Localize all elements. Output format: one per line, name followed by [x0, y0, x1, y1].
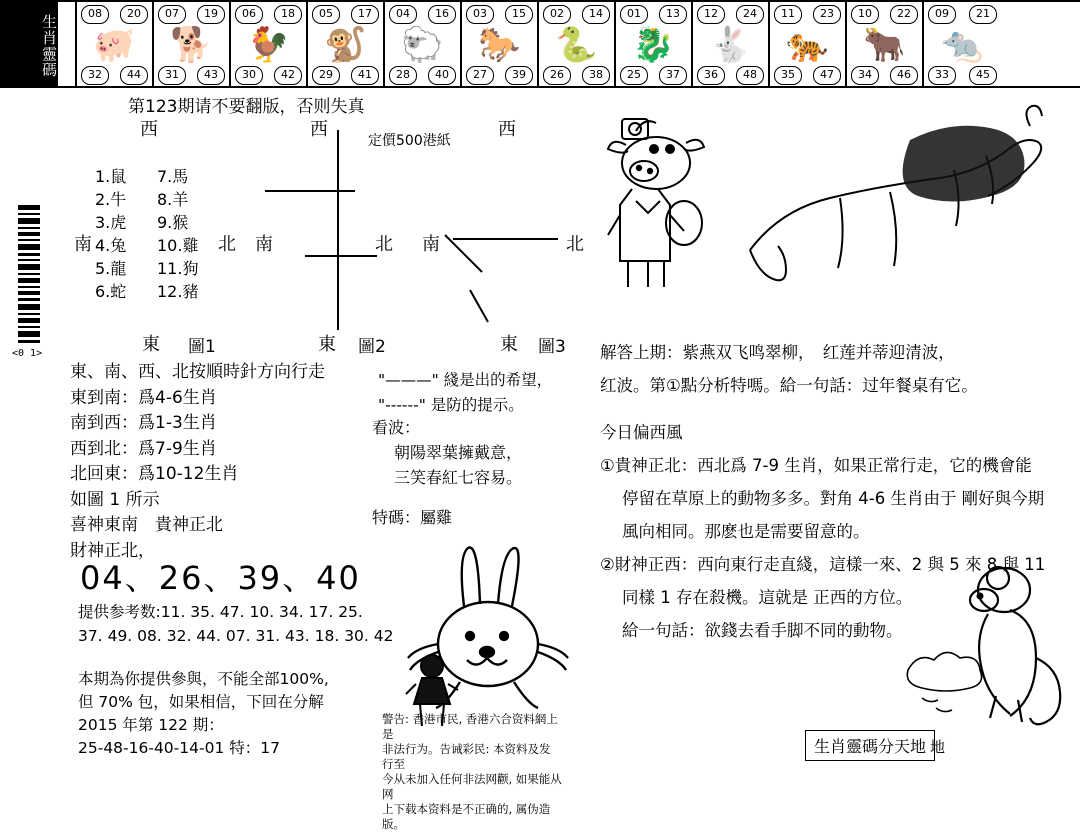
zodiac-num-bottom-right: 48: [736, 66, 764, 85]
zodiac-cell: [616, 2, 693, 88]
legend-solid: "———" 綫是出的希望，: [378, 371, 553, 389]
zodiac-num-bottom-right: 43: [197, 66, 225, 85]
fig2-south-label: 南: [255, 234, 273, 255]
barcode-label: <0 1>: [12, 348, 43, 359]
zodiac-num-top-left: 10: [851, 5, 879, 24]
zodiac-num-top-left: 12: [697, 5, 725, 24]
reference-values-1: 11. 35. 47. 10. 34. 17. 25.: [160, 603, 363, 621]
zodiac-num-bottom-right: 37: [659, 66, 687, 85]
dog-icon: 🐕: [170, 25, 213, 65]
wave-section: [372, 415, 522, 490]
zodiac-name-list: [95, 165, 235, 303]
answer-text-2: 红波。第①點分析特嗎。給一句話：过年餐桌有它。: [600, 376, 978, 395]
wave-title: 看波：: [372, 418, 421, 437]
fig2-east-label: 東: [318, 334, 336, 355]
line-legend: [378, 368, 552, 418]
wave-line-2: 三笑春紅七容易。: [394, 468, 523, 487]
zodiac-right: 8.羊: [157, 190, 189, 209]
wave-line-1: 朝陽翠葉擁戴意，: [394, 443, 523, 462]
zodiac-right: 12.豬: [157, 282, 199, 301]
zodiac-num-bottom-left: 36: [697, 66, 725, 85]
list-item: [95, 257, 235, 280]
answer-line: [600, 338, 1070, 367]
warning-line: 警告: 香港市民, 香港六合资料網上是: [382, 712, 558, 741]
point-1-line1: 西北爲 7-9 生肖，如果正常行走，它的機會能: [697, 456, 1032, 475]
rooster-icon: 🐓: [247, 25, 290, 65]
point-2-line2: 同樣 1 存在殺機。這就是 正西的方位。: [622, 588, 913, 607]
previous-result: 25-48-16-40-14-01 特：17: [78, 739, 280, 757]
zodiac-num-bottom-left: 29: [312, 66, 340, 85]
zodiac-num-top-left: 05: [312, 5, 340, 24]
point-1: [600, 451, 1070, 480]
legend-dashed: "------" 是防的提示。: [378, 396, 524, 414]
special-code-value: 屬雞: [420, 508, 453, 527]
direction-line: 如圖 1 所示: [70, 489, 160, 510]
zodiac-num-bottom-right: 38: [582, 66, 610, 85]
fig1-caption: 圖1: [188, 337, 216, 357]
zodiac-num-top-right: 24: [736, 5, 764, 24]
zodiac-num-top-left: 04: [389, 5, 417, 24]
zodiac-num-top-left: 08: [81, 5, 109, 24]
zodiac-cell: [847, 2, 924, 88]
disclaimer-line: 2015 年第 122 期：: [78, 716, 224, 734]
rabbit-icon: 🐇: [709, 25, 752, 65]
zodiac-num-top-right: 17: [351, 5, 379, 24]
answer-label: 解答上期：: [600, 343, 683, 362]
answer-text-1: 紫燕双飞鸣翠柳， 红莲并蒂迎清波，: [682, 343, 955, 362]
zodiac-num-bottom-right: 44: [120, 66, 148, 85]
issue-line: 第123期请不要翻版，否则失真: [128, 97, 365, 117]
point-1-line2: 停留在草原上的動物多多。對角 4-6 生肖由于 剛好與今期: [622, 489, 1045, 508]
reference-line: [78, 600, 394, 624]
zodiac-num-top-left: 07: [158, 5, 186, 24]
zodiac-num-top-right: 21: [969, 5, 997, 24]
reference-label: 提供参考数:: [78, 603, 161, 621]
spacer: [600, 404, 1070, 414]
barcode: [18, 205, 40, 345]
fig2-line-lower: [305, 255, 377, 257]
horse-icon: 🐎: [478, 25, 521, 65]
zodiac-num-bottom-right: 39: [505, 66, 533, 85]
zodiac-num-top-right: 18: [274, 5, 302, 24]
fig3-north-label: 北: [566, 234, 584, 255]
fig3-east-label: 東: [500, 334, 518, 355]
direction-explanation: [70, 360, 325, 564]
zodiac-left: 6.蛇: [95, 282, 127, 301]
zodiac-right: 11.狗: [157, 259, 199, 278]
zodiac-num-top-right: 20: [120, 5, 148, 24]
dragon-icon: 🐉: [632, 25, 675, 65]
zodiac-num-bottom-right: 45: [969, 66, 997, 85]
list-item: [95, 234, 235, 257]
zodiac-cell: [77, 2, 154, 88]
zodiac-num-bottom-left: 31: [158, 66, 186, 85]
zodiac-num-bottom-left: 33: [928, 66, 956, 85]
zodiac-left: 5.龍: [95, 259, 127, 278]
zodiac-num-bottom-right: 40: [428, 66, 456, 85]
cow-photographer-illustration: [592, 105, 712, 295]
fig2-vertical-axis: [337, 130, 339, 330]
fig1-east-label: 東: [142, 334, 160, 355]
special-code: [372, 505, 452, 528]
zodiac-cell: [154, 2, 231, 88]
fig1-west-label: 西: [140, 119, 158, 140]
point-1-line3: 風向相同。那麽也是需要留意的。: [622, 522, 870, 541]
zodiac-left: 2.牛: [95, 190, 127, 209]
fig1-south-label: 南: [74, 234, 92, 255]
goat-icon: 🐑: [401, 25, 444, 65]
zodiac-num-top-right: 15: [505, 5, 533, 24]
warning-line: 非法行为。告诫彩民: 本资料及发行至: [382, 742, 551, 771]
zodiac-num-top-right: 22: [890, 5, 918, 24]
zodiac-cell: [693, 2, 770, 88]
snake-icon: 🐍: [555, 25, 598, 65]
zodiac-cell: [385, 2, 462, 88]
footer-badge-suffix: 地: [930, 738, 946, 756]
zodiac-num-top-right: 13: [659, 5, 687, 24]
zodiac-num-top-left: 11: [774, 5, 802, 24]
direction-line: 南到西：爲1-3生肖: [70, 413, 217, 433]
disclaimer-line: 但 70% 包，如果相信，下回在分解: [78, 693, 324, 711]
fig1-north-label: 北: [218, 234, 236, 255]
fig2-caption: 圖2: [358, 337, 386, 357]
zodiac-cell: [231, 2, 308, 88]
zodiac-cell: [0, 2, 77, 88]
direction-line: 北回東：爲10-12生肖: [70, 464, 239, 484]
zodiac-num-top-left: 09: [928, 5, 956, 24]
zodiac-cell: [770, 2, 847, 88]
zodiac-num-bottom-right: 42: [274, 66, 302, 85]
disclaimer-note: [78, 668, 329, 760]
zodiac-left: 3.虎: [95, 213, 127, 232]
zodiac-left: 4.兔: [95, 236, 127, 255]
warning-line: 上下载本资料是不正确的, 属伪造版。: [382, 802, 551, 831]
zodiac-cell: [308, 2, 385, 88]
direction-line: 東到南：爲4-6生肖: [70, 387, 217, 408]
disclaimer-line: 本期為你提供參與，不能全部100%,: [78, 670, 329, 688]
zodiac-num-bottom-left: 26: [543, 66, 571, 85]
price-note: 定儨500港紙: [368, 133, 451, 149]
reference-numbers: [78, 600, 394, 648]
zodiac-right: 7.馬: [157, 167, 189, 186]
zodiac-cell: [924, 2, 1001, 88]
tiger-icon: 🐅: [786, 25, 829, 65]
special-code-label: 特碼：: [372, 508, 421, 527]
zodiac-cell: [539, 2, 616, 88]
zodiac-num-bottom-left: 35: [774, 66, 802, 85]
list-item: [95, 188, 235, 211]
zodiac-cell: [462, 2, 539, 88]
point-2-head: ②財神正西：: [600, 555, 698, 574]
today-wind-title: 今日偏西風: [600, 423, 683, 442]
direction-line: 喜神東南 貴神正北: [70, 515, 223, 535]
direction-line: 東、南、西、北按順時針方向行走: [70, 362, 325, 382]
horse-illustration: [730, 100, 1070, 290]
rat-icon: 🐀: [941, 25, 984, 65]
zodiac-num-top-left: 02: [543, 5, 571, 24]
ox-icon: 🐂: [863, 25, 906, 65]
zodiac-left: 1.鼠: [95, 167, 127, 186]
point-1-head: ①貴神正北：: [600, 456, 698, 475]
fig2-line-upper: [265, 190, 355, 192]
fig2-north-label: 北: [375, 234, 393, 255]
point-2-line1: 西向東行走直綫，這樣一來、2 與 5 來 8 與 11: [697, 555, 1046, 574]
zodiac-right: 9.猴: [157, 213, 189, 232]
sketch-scribble: [900, 640, 990, 720]
main-lucky-numbers: 04、26、39、40: [80, 559, 361, 597]
list-item: [95, 165, 235, 188]
zodiac-num-bottom-left: 34: [851, 66, 879, 85]
zodiac-num-top-right: 14: [582, 5, 610, 24]
list-item: [95, 280, 235, 303]
zodiac-num-top-right: 23: [813, 5, 841, 24]
zodiac-num-top-left: 01: [620, 5, 648, 24]
zodiac-num-bottom-left: 28: [389, 66, 417, 85]
reference-values-2: 37. 49. 08. 32. 44. 07. 31. 43. 18. 30. 42: [78, 627, 394, 645]
strip-title: 生肖靈碼: [0, 2, 58, 88]
zodiac-num-top-right: 19: [197, 5, 225, 24]
zodiac-num-bottom-left: 32: [81, 66, 109, 85]
zodiac-right: 10.雞: [157, 236, 199, 255]
fig3-south-label: 南: [422, 234, 440, 255]
zodiac-num-bottom-right: 46: [890, 66, 918, 85]
fig3-west-label: 西: [498, 119, 516, 140]
monkey-icon: 🐒: [324, 25, 367, 65]
direction-line: 西到北：爲7-9生肖: [70, 438, 217, 459]
legal-warning: [382, 712, 562, 832]
zodiac-num-bottom-right: 47: [813, 66, 841, 85]
pig-icon: 🐖: [93, 25, 136, 65]
point-2-line3: 給一句話：欲錢去看手脚不同的動物。: [622, 621, 903, 640]
warning-line: 今从未加入任何非法网颧, 如果能从网: [382, 772, 562, 801]
fig2-west-label: 西: [310, 119, 328, 140]
zodiac-num-bottom-left: 25: [620, 66, 648, 85]
zodiac-num-top-left: 03: [466, 5, 494, 24]
zodiac-num-top-left: 06: [235, 5, 263, 24]
fig3-caption: 圖3: [538, 337, 566, 357]
footer-badge: 生肖靈碼分天地: [805, 730, 935, 761]
zodiac-num-bottom-right: 41: [351, 66, 379, 85]
direction-line: 財神正北，: [70, 540, 155, 561]
list-item: [95, 211, 235, 234]
fig3-diagonal-lines: [440, 230, 510, 325]
zodiac-number-strip: [0, 0, 1080, 88]
zodiac-num-bottom-left: 27: [466, 66, 494, 85]
zodiac-num-bottom-left: 30: [235, 66, 263, 85]
zodiac-num-top-right: 16: [428, 5, 456, 24]
